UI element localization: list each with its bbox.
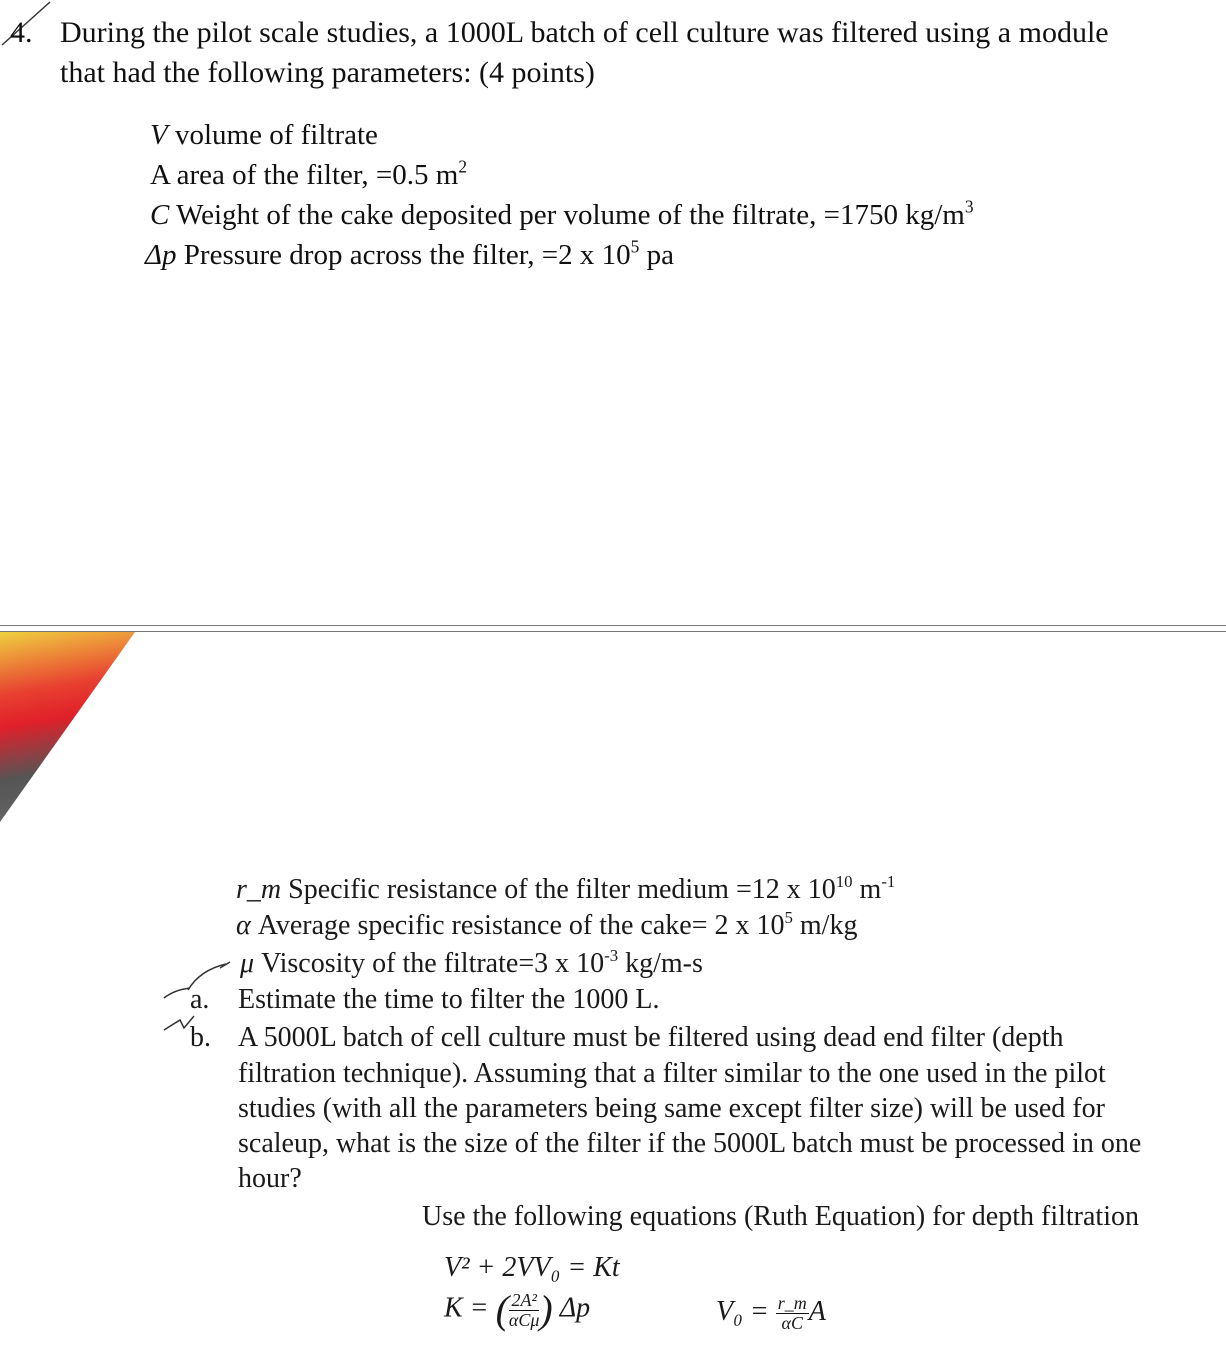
page-divider bbox=[0, 625, 1226, 626]
equation-v0: V₀ = $\frac{r\_m}{\alpha C}$ A bbox=[716, 1293, 826, 1333]
part-a-text: Estimate the time to filter the 1000 L. bbox=[238, 984, 660, 1015]
question-line-1: During the pilot scale studies, a 1000L batch of cell culture was filtered using a module bbox=[60, 16, 1109, 49]
question-line-2: that had the following parameters: (4 points) bbox=[60, 56, 595, 89]
part-b-line: hour? bbox=[238, 1163, 302, 1194]
part-a-label: a. bbox=[190, 984, 210, 1015]
part-b-line: filtration technique). Assuming that a filter similar to the one used in the pilot bbox=[238, 1058, 1106, 1089]
param-cake-resistance: α Average specific resistance of the cake= 2 x $10^5$ m/kg bbox=[236, 908, 858, 941]
param-pressure-drop: Δp Pressure drop across the filter, =2 x $10^5$ pa bbox=[145, 236, 674, 271]
colored-corner-decoration bbox=[0, 632, 135, 822]
equation-ruth: V² + 2VV₀ = Kt bbox=[444, 1252, 620, 1283]
page-divider bbox=[0, 631, 1226, 632]
param-filter-resistance: r_m Specific resistance of the filter medium =12 x $10^{10}$ $m^{-1}$ bbox=[236, 872, 896, 905]
param-cake-weight: C Weight of the cake deposited per volume of the filtrate, =1750 $kg/m^3$ bbox=[150, 196, 974, 231]
part-b-line: A 5000L batch of cell culture must be filtered using dead end filter (depth bbox=[238, 1022, 1064, 1053]
param-volume: V volume of filtrate bbox=[150, 119, 378, 151]
equation-k: K = ( $\frac{\text{2A²}}{\text{αCμ}}$ ) Δp bbox=[444, 1287, 591, 1332]
param-area: A area of the filter, =0.5 $m^2$ bbox=[150, 156, 468, 191]
part-b-label: b. bbox=[190, 1022, 211, 1053]
equations-intro: Use the following equations (Ruth Equation) for depth filtration bbox=[422, 1201, 1139, 1232]
question-number: 4. bbox=[10, 16, 33, 49]
param-viscosity: μ Viscosity of the filtrate=3 x $10^{-3}$ kg/m-s bbox=[240, 946, 703, 979]
part-b-line: studies (with all the parameters being same except filter size) will be used for bbox=[238, 1093, 1105, 1124]
part-b-line: scaleup, what is the size of the filter if the 5000L batch must be processed in one bbox=[238, 1128, 1142, 1159]
